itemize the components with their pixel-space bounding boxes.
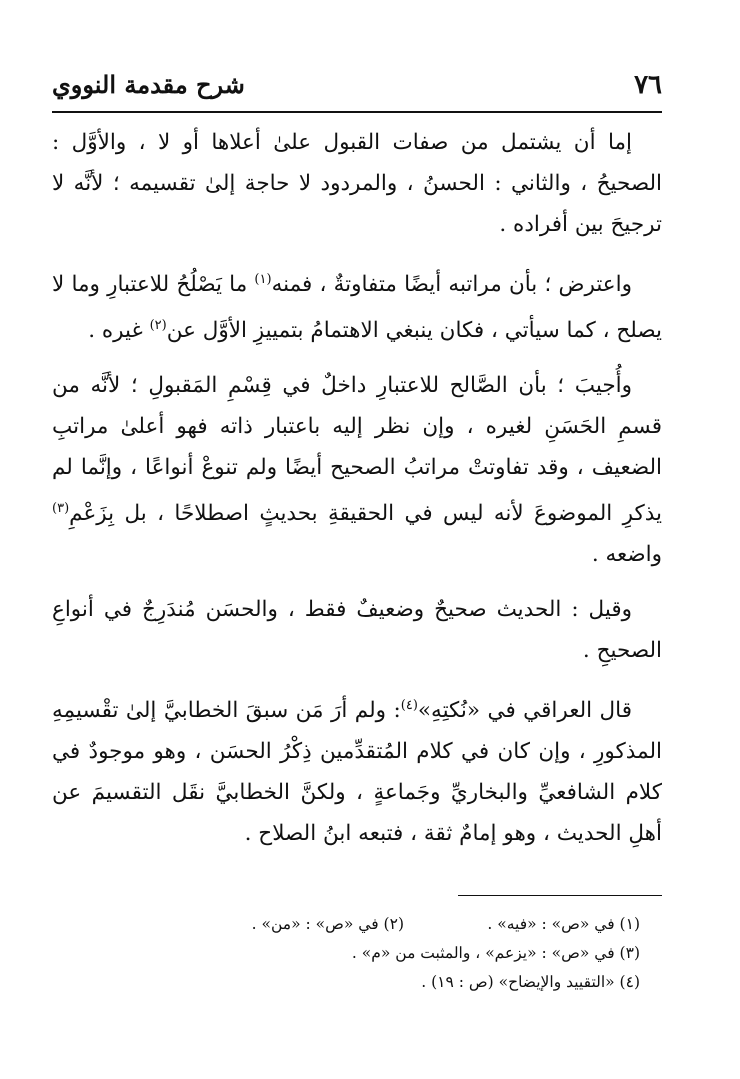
paragraph-text: ما يَصْلُحُ للاعتبارِ وما لا يصلح ، كما سيأتي ، فكان ينبغي الاهتمامُ بتمييزِ الأوَّل عن [52,272,662,343]
footnote-row [52,968,662,997]
paragraph [52,685,662,854]
paragraph [52,122,662,245]
paragraph-text: واضعه . [591,542,662,567]
paragraph-text: وأُجيبَ ؛ بأن الصَّالح للاعتبارِ داخلٌ في قِسْمِ المَقبولِ ؛ لأنَّه من قسمِ الحَسَنِ لغيره ، وإن نظر إليه باعتبار ذاته فهو أعلىٰ مراتبِ الضعيف ، وقد تفاوتتْ مراتبُ الصحيح أيضًا ولم تنوعْ أنواعًا ، وإنَّما لم يذكرِ الموضوعَ لأنه ليس في الحقيقةِ بحديثٍ اصطلاحًا ، بل بِزَعْمِ [52,373,662,526]
paragraph-text: غيره . [88,318,150,343]
footnote-3: (٣) في «ص» : «يزعم» ، والمثبت من «م» . [351,944,640,962]
footnotes [52,910,662,997]
footnote-row [52,910,662,939]
paragraph-text: : ولم أرَ مَن سبقَ الخطابيَّ إلىٰ تقْسيمِهِ المذكورِ ، وإن كان في كلام المُتقدِّمين ذِكْرُ الحسَن ، وهو موجودٌ في كلام الشافعيِّ والبخاريِّ وجَماعةٍ ، ولكنَّ الخطابيَّ نقَل التقسيمَ عن أهلِ الحديث ، وهو إمامٌ ثقة ، فتبعه ابنُ الصلاح . [52,698,662,846]
paragraph-text: واعترض ؛ بأن مراتبه أيضًا متفاوتةٌ ، فمنه [271,272,632,297]
footnote-2: (٢) في «ص» : «من» . [251,915,404,933]
footnote-marker: (٣) [52,501,70,516]
page-number: ٧٦ [634,70,662,100]
paragraph-text: قال العراقي في «نُكتِهِ» [417,698,633,723]
running-title: شرح مقدمة النووي [52,70,245,99]
paragraph [52,259,662,351]
footnote-marker: (١) [254,272,272,287]
header-rule [52,111,662,113]
footnote-1: (١) في «ص» : «فيه» . [487,915,640,933]
paragraph-text: إما أن يشتمل من صفات القبول علىٰ أعلاها أو لا ، والأوَّل : الصحيحُ ، والثاني : الحسنُ ، والمردود لا حاجة إلىٰ تقسيمه ؛ لأنَّه لا ترجيحَ بين أفراده . [52,130,662,237]
footnote-separator [458,895,662,896]
paragraph-text: وقيل : الحديث صحيحٌ وضعيفٌ فقط ، والحسَن مُندَرِجٌ في أنواعِ الصحيحِ . [52,597,662,663]
paragraph [52,365,662,575]
footnote-4: (٤) «التقييد والإيضاح» (ص : ١٩) . [421,973,640,991]
footnote-marker: (٢) [149,318,167,333]
footnote-marker: (٤) [400,698,418,713]
page-header [52,68,662,102]
paragraph [52,589,662,671]
footnote-row [52,939,662,968]
main-text [52,122,662,868]
